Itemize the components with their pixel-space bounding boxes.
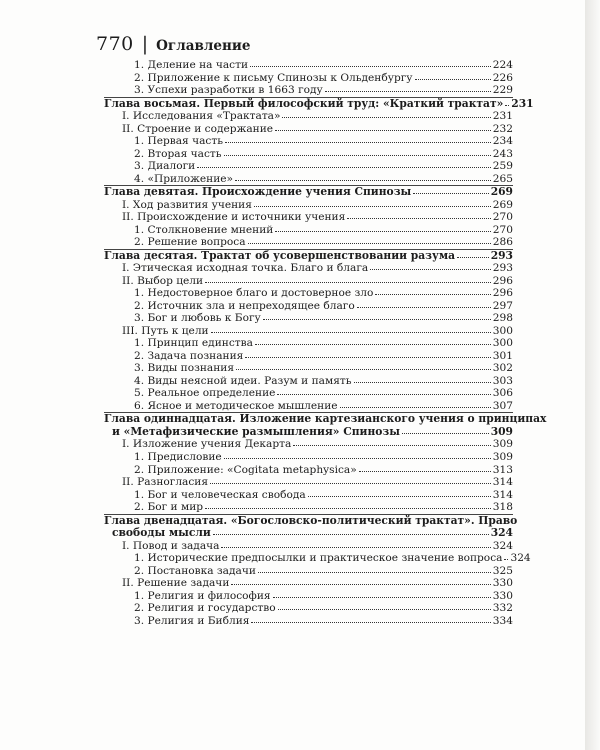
toc-page-number: 231 (492, 110, 513, 123)
table-of-contents (104, 59, 547, 627)
toc-entry-title: 2. Задача познания (134, 349, 244, 362)
toc-page-number: 229 (492, 84, 513, 97)
toc-page-number: 269 (490, 185, 513, 199)
toc-page-number: 309 (490, 424, 513, 438)
subsection-entry (104, 84, 513, 97)
dot-leader (221, 539, 490, 548)
toc-entry-title: 1. Столкновение мнений (134, 223, 274, 236)
toc-entry-title: 3. Бог и любовь к Богу (134, 312, 261, 325)
chapter-heading (104, 96, 534, 111)
dot-leader (245, 349, 490, 358)
toc-entry-title: Глава восьмая. Первый философский труд: «Краткий трактат» (104, 96, 504, 110)
toc-entry-title: 1. Исторические предпосылки и практическое значение вопроса (134, 552, 503, 565)
toc-page-number: 307 (492, 399, 513, 412)
toc-entry-title: 2. Религия и государство (134, 602, 276, 615)
toc-page-number: 243 (492, 147, 513, 160)
toc-page-number: 325 (492, 564, 513, 577)
toc-entry-title: 2. Решение вопроса (134, 236, 246, 249)
page-edge-shadow (585, 0, 600, 750)
toc-entry-title: 2. Приложение: «Cogitata metaphysica» (134, 463, 357, 476)
toc-entry-title: 1. Религия и философия (134, 589, 271, 602)
toc-entry-title: 4. «Приложение» (134, 172, 234, 185)
toc-page-number: 334 (492, 614, 513, 627)
toc-entry-title: Глава двенадцатая. «Богословско-политический трактат». Право (104, 513, 518, 527)
toc-page-number: 330 (492, 577, 513, 590)
toc-page-number: 234 (492, 135, 513, 148)
dot-leader (354, 374, 491, 383)
toc-entry-title: Глава девятая. Происхождение учения Спинозы (104, 185, 412, 199)
subsection-entry (104, 236, 513, 249)
toc-entry-title: 1. Предисловие (134, 450, 222, 463)
dot-leader (210, 475, 491, 484)
dot-leader (278, 601, 491, 610)
dot-leader (213, 526, 489, 535)
toc-entry-title: II. Разногласия (122, 476, 209, 489)
dot-leader (359, 463, 491, 472)
toc-entry-title: 2. Постановка задачи (134, 564, 256, 577)
toc-entry-title: 3. Диалоги (134, 160, 196, 173)
subsection-entry (104, 501, 513, 514)
toc-page-number: 302 (492, 362, 513, 375)
toc-entry-title: 1. Недостоверное благо и достоверное зло (134, 287, 374, 300)
toc-entry-title: 3. Успехи разработки в 1663 году (134, 84, 323, 97)
dot-leader (308, 488, 491, 497)
toc-entry-title: I. Повод и задача (122, 539, 220, 552)
dot-leader (254, 198, 491, 207)
dot-leader (340, 399, 491, 408)
toc-page-number: 270 (492, 223, 513, 236)
toc-page-number: 259 (492, 160, 513, 173)
dot-leader (197, 159, 491, 168)
toc-entry-title: I. Изложение учения Декарта (122, 438, 292, 451)
dot-leader (375, 286, 490, 295)
toc-entry-title: 3. Религия и Библия (134, 614, 250, 627)
dot-leader (211, 324, 491, 333)
toc-page-number: 303 (492, 374, 513, 387)
dot-leader (224, 147, 491, 156)
dot-leader (255, 336, 491, 345)
chapter-heading (104, 249, 513, 263)
toc-page-number: 296 (492, 287, 513, 300)
toc-page-number: 226 (492, 71, 513, 84)
toc-page-number: 297 (492, 299, 513, 312)
toc-page-number: 298 (492, 312, 513, 325)
toc-entry-title: I. Этическая исходная точка. Благо и блага (122, 262, 369, 275)
toc-entry-title: 4. Виды неясной идеи. Разум и память (134, 374, 352, 387)
dot-leader (205, 500, 491, 509)
dot-leader (347, 210, 490, 219)
dot-leader (357, 299, 491, 308)
dot-leader (236, 361, 491, 370)
dot-leader (273, 589, 491, 598)
toc-entry-title: 1. Бог и человеческая свобода (134, 488, 306, 501)
dot-leader (248, 235, 491, 244)
toc-page-number: 293 (490, 248, 513, 262)
dot-leader (505, 97, 509, 106)
dot-leader (258, 564, 491, 573)
toc-entry-title: 2. Приложение к письму Спинозы к Ольденбургу (134, 71, 413, 84)
toc-entry-title: 2. Вторая часть (134, 147, 222, 160)
dot-leader (205, 274, 491, 283)
toc-page-number: 296 (492, 274, 513, 287)
dot-leader (293, 437, 490, 446)
toc-entry-title: 6. Ясное и методическое мышление (134, 399, 338, 412)
toc-page-number: 330 (492, 589, 513, 602)
section-entry (104, 540, 513, 553)
toc-page-number: 314 (492, 488, 513, 501)
toc-entry-title: II. Происхождение и источники учения (122, 211, 346, 224)
toc-page-number: 314 (492, 476, 513, 489)
toc-page-number: 265 (492, 172, 513, 185)
dot-leader (251, 614, 490, 623)
toc-entry-title: 1. Первая часть (134, 135, 223, 148)
dot-leader (263, 311, 491, 320)
toc-page-number: 324 (492, 539, 513, 552)
toc-page-number: 269 (492, 198, 513, 211)
chapter-heading (104, 513, 518, 528)
subsection-entry (104, 615, 513, 628)
toc-entry-title: 2. Бог и мир (134, 501, 204, 514)
dot-leader (325, 83, 491, 92)
toc-entry-title: I. Ход развития учения (122, 198, 252, 211)
toc-page-number: 309 (492, 438, 513, 451)
toc-entry-title: III. Путь к цели (122, 324, 209, 337)
toc-page-number: 300 (492, 324, 513, 337)
toc-entry-title: II. Выбор цели (122, 274, 204, 287)
page-number: 770 (96, 33, 134, 55)
toc-page-number: 309 (492, 450, 513, 463)
toc-page-number: 313 (492, 463, 513, 476)
running-header (96, 33, 250, 57)
toc-page-number: 306 (492, 387, 513, 400)
toc-entry-title: Глава десятая. Трактат об усовершенствовании разума (104, 248, 456, 262)
dot-leader (275, 223, 490, 232)
chapter-heading (104, 185, 513, 199)
dot-leader (275, 122, 491, 131)
dot-leader (413, 185, 488, 194)
toc-entry-title: II. Строение и содержание (122, 122, 274, 135)
toc-page-number: 224 (492, 59, 513, 71)
toc-page-number: 332 (492, 602, 513, 615)
toc-page-number: 300 (492, 337, 513, 350)
toc-entry-title: свободы мысли (112, 526, 211, 540)
toc-page-number: 270 (492, 211, 513, 224)
dot-leader (231, 576, 490, 585)
dot-leader (225, 134, 491, 143)
toc-entry-title: 1. Принцип единства (134, 337, 253, 350)
toc-page-number: 232 (492, 122, 513, 135)
toc-entry-title: Глава одиннадцатая. Изложение картезианского учения о принципах (104, 412, 547, 426)
dot-leader (282, 109, 490, 118)
toc-page-number: 324 (490, 526, 513, 540)
header-separator: | (141, 33, 149, 55)
dot-leader (370, 261, 491, 270)
dot-leader (504, 551, 508, 560)
toc-entry-title: 5. Реальное определение (134, 387, 276, 400)
toc-page-number: 286 (492, 236, 513, 249)
toc-page-number: 301 (492, 349, 513, 362)
toc-page-number: 324 (510, 552, 531, 565)
subsection-entry (104, 173, 513, 186)
toc-entry-title: и «Метафизические размышления» Спинозы (112, 424, 400, 438)
dot-leader (402, 425, 489, 434)
toc-entry-title: 1. Деление на части (134, 59, 249, 71)
toc-entry-title: I. Исследования «Трактата» (122, 110, 281, 123)
chapter-heading (104, 412, 547, 426)
toc-page-number: 231 (511, 96, 534, 110)
dot-leader (415, 71, 491, 80)
dot-leader (235, 172, 491, 181)
dot-leader (250, 58, 491, 67)
dot-leader (224, 450, 491, 459)
toc-entry-title: 3. Виды познания (134, 362, 235, 375)
toc-page-number: 293 (492, 262, 513, 275)
toc-entry-title: 2. Источник зла и непреходящее благо (134, 299, 355, 312)
header-title: Оглавление (156, 38, 251, 54)
subsection-entry (104, 400, 513, 413)
toc-entry-title: II. Решение задачи (122, 577, 230, 590)
toc-page-number: 318 (492, 501, 513, 514)
dot-leader (277, 386, 490, 395)
dot-leader (457, 249, 489, 258)
